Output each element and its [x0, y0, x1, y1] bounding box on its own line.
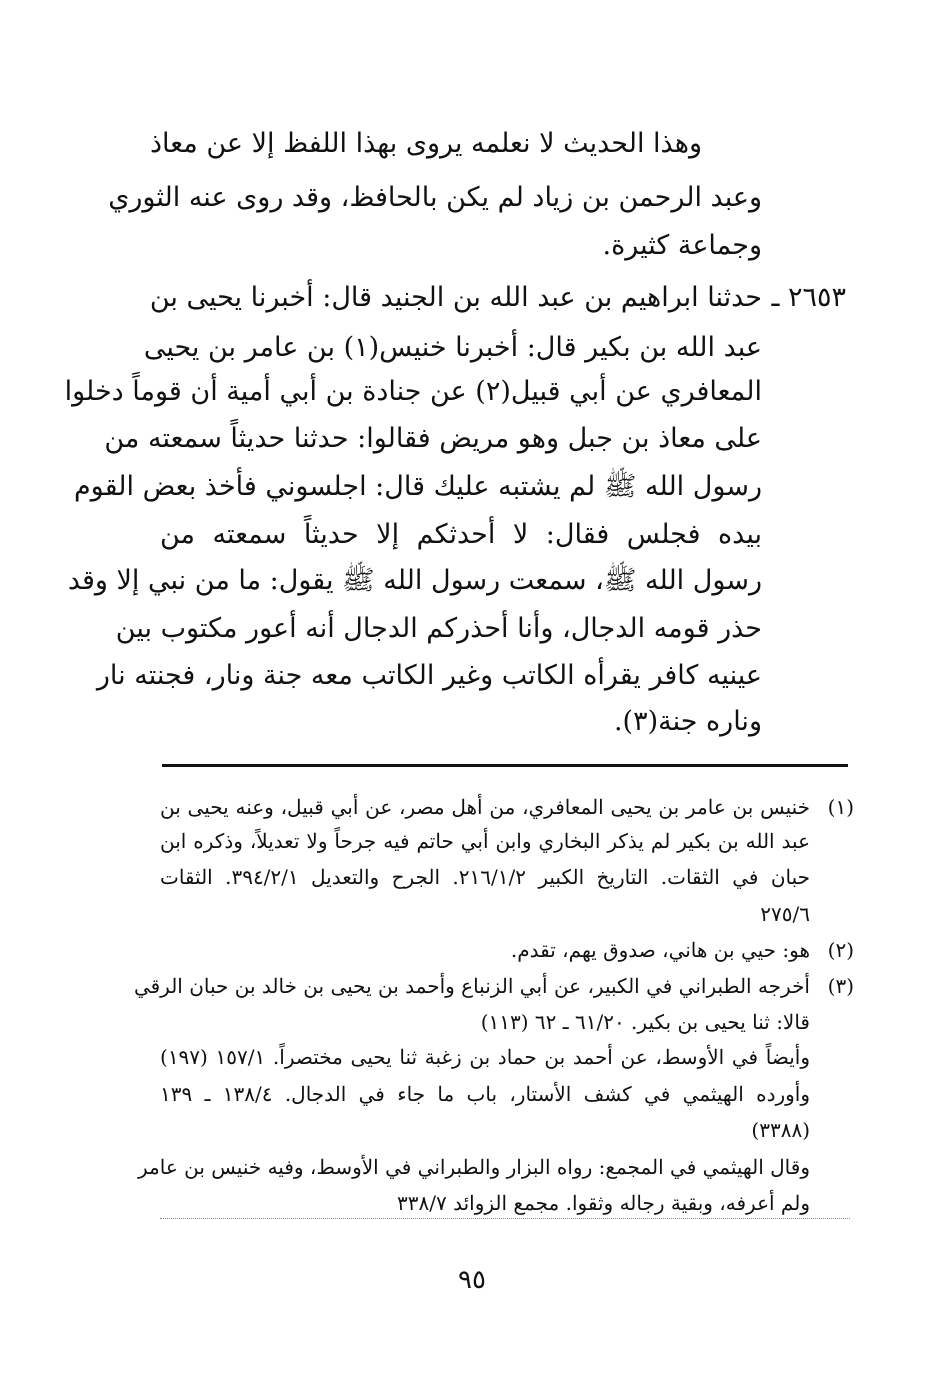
intro-line-1: وهذا الحديث لا نعلمه يروى بهذا اللفظ إلا عن معاذ — [150, 128, 702, 159]
hadith-line-3: المعافري عن أبي قبيل(٢) عن جنادة بن أبي أمية أن قوماً دخلوا — [64, 376, 762, 407]
footnote-1-marker: (١) — [827, 795, 854, 819]
hadith-line-7: رسول الله ﷺ، سمعت رسول الله ﷺ يقول: ما من نبي إلا وقد — [67, 565, 762, 596]
footnote-2-line-1: هو: حيي بن هاني، صدوق يهم، تقدم. — [510, 938, 810, 962]
hadith-line-4: على معاذ بن جبل وهو مريض فقالوا: حدثنا حديثاً سمعته من — [104, 423, 762, 454]
hadith-line-6: بيده فجلس فقال: لا أحدثكم إلا حديثاً سمعته من — [160, 519, 762, 550]
hadith-line-1: حدثنا ابراهيم بن عبد الله بن الجنيد قال: أخبرنا يحيى بن — [149, 282, 762, 313]
footnote-3-line-2: قالا: ثنا يحيى بن بكير. ٦١/٢٠ ـ ٦٢ (١١٣) — [480, 1010, 810, 1034]
footnote-2-marker: (٢) — [827, 938, 854, 962]
footnote-3-line-5: (٣٣٨٨) — [751, 1118, 810, 1142]
footnote-3-line-7: ولم أعرفه، وبقية رجاله وثقوا. مجمع الزوائد ٣٣٨/٧ — [397, 1191, 810, 1215]
footnote-1-line-1: خنيس بن عامر بن يحيى المعافري، من أهل مصر، عن أبي قبيل، وعنه يحيى بن — [160, 795, 811, 819]
hadith-line-2: عبد الله بن بكير قال: أخبرنا خنيس(١) بن عامر بن يحيى — [143, 332, 762, 363]
hadith-line-9: عينيه كافر يقرأه الكاتب وغير الكاتب معه جنة ونار، فجنته نار — [96, 660, 762, 691]
footnote-3-marker: (٣) — [827, 974, 854, 998]
hadith-number: ٢٦٥٣ ـ — [771, 282, 846, 313]
page-number: ٩٥ — [458, 1265, 486, 1295]
hadith-line-10: وناره جنة(٣). — [613, 706, 762, 737]
footnote-1-line-2: عبد الله بن بكير لم يذكر البخاري وابن أبي حاتم فيه جرحاً ولا تعديلاً، وذكره ابن — [160, 829, 810, 853]
footnote-separator — [162, 764, 848, 767]
footnote-1-line-4: ٢٧٥/٦ — [760, 902, 810, 926]
intro-line-3: وجماعة كثيرة. — [602, 230, 762, 261]
bottom-dotted-line — [160, 1218, 850, 1219]
footnote-3-line-6: وقال الهيثمي في المجمع: رواه البزار والطبراني في الأوسط، وفيه خنيس بن عامر — [138, 1155, 810, 1179]
intro-line-2: وعبد الرحمن بن زياد لم يكن بالحافظ، وقد روى عنه الثوري — [108, 182, 762, 213]
hadith-line-8: حذر قومه الدجال، وأنا أحذركم الدجال أنه أعور مكتوب بين — [115, 613, 762, 644]
footnote-3-line-3: وأيضاً في الأوسط، عن أحمد بن حماد بن زغبة ثنا يحيى مختصراً. ١٥٧/١ (١٩٧) — [160, 1045, 810, 1069]
hadith-line-5: رسول الله ﷺ لم يشتبه عليك قال: اجلسوني فأخذ بعض القوم — [73, 471, 762, 502]
footnote-3-line-1: أخرجه الطبراني في الكبير، عن أبي الزنباع وأحمد بن يحيى بن خالد بن حبان الرقي — [133, 974, 810, 998]
footnote-1-line-3: حبان في الثقات. التاريخ الكبير ٢١٦/١/٢. الجرح والتعديل ٣٩٤/٢/١. الثقات — [160, 865, 810, 889]
footnote-3-line-4: وأورده الهيثمي في كشف الأستار، باب ما جاء في الدجال. ١٣٨/٤ ـ ١٣٩ — [160, 1082, 811, 1106]
